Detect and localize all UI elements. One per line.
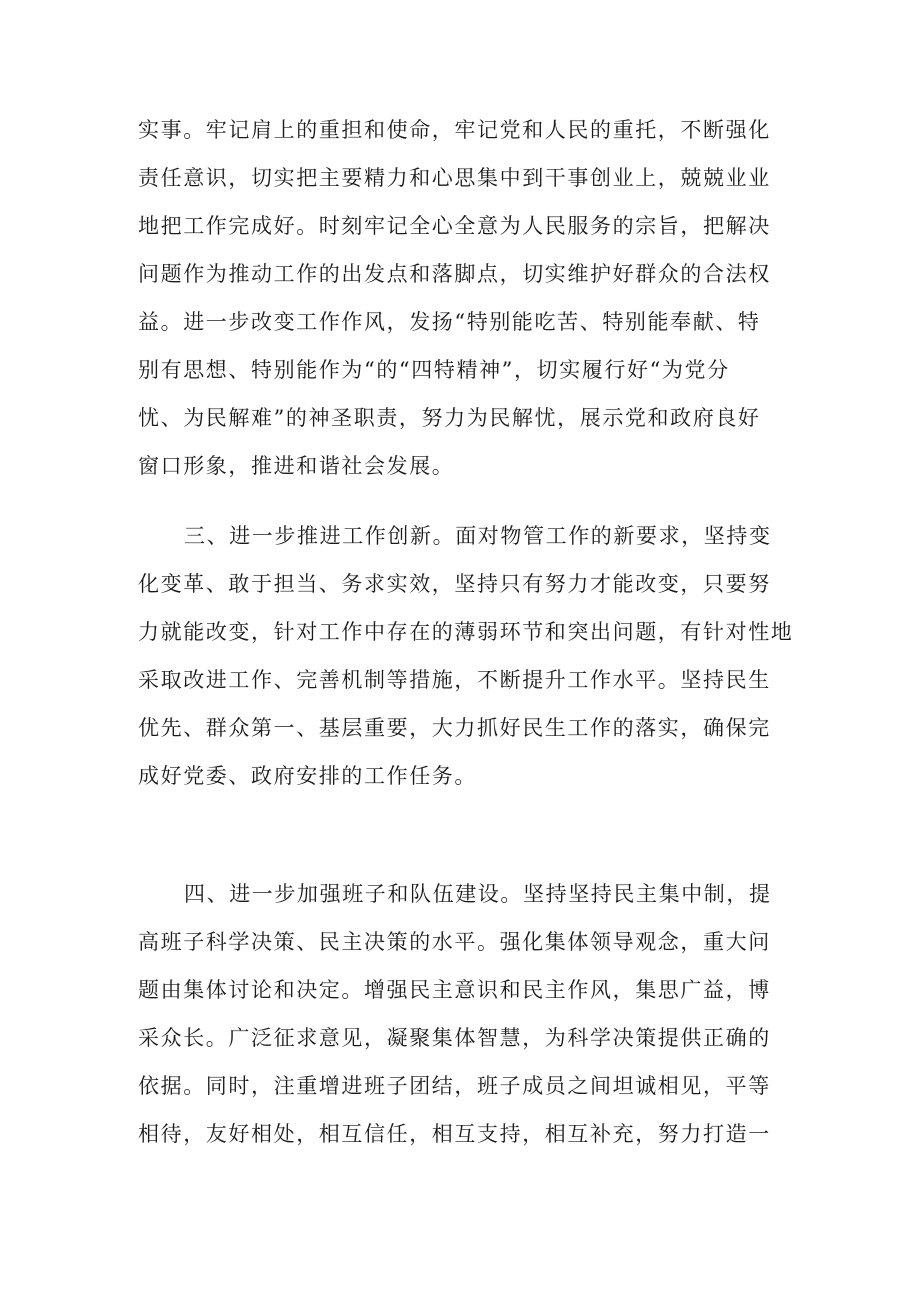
- text-line: 采取改进工作、完善机制等措施，不断提升工作水平。坚持民生: [138, 668, 771, 692]
- text-line: 化变革、敢于担当、务求实效，坚持只有努力才能改变，只要努: [138, 572, 771, 596]
- text-line: 高班子科学决策、民主决策的水平。强化集体领导观念，重大问: [138, 930, 771, 954]
- text-line: 采众长。广泛征求意见，凝聚集体智慧，为科学决策提供正确的: [138, 1026, 771, 1050]
- text-line: 四、进一步加强班子和队伍建设。坚持坚持民主集中制，提: [184, 882, 772, 906]
- text-line: 优先、群众第一、基层重要，大力抓好民生工作的落实，确保完: [138, 716, 771, 740]
- text-line: 益。进一步改变工作作风，发扬“特别能吃苦、特别能奉献、特: [138, 310, 761, 334]
- text-line: 成好党委、政府安排的工作任务。: [138, 764, 477, 788]
- paragraph-work-attitude: [138, 106, 788, 490]
- text-line: 相待，友好相处，相互信任，相互支持，相互补充，努力打造一: [138, 1122, 771, 1146]
- text-line: 责任意识，切实把主要精力和心思集中到干事创业上，兢兢业业: [138, 166, 771, 190]
- paragraph-team-building: [138, 870, 788, 1158]
- text-line: 地把工作完成好。时刻牢记全心全意为人民服务的宗旨，把解决: [138, 214, 771, 238]
- paragraph-work-innovation: [138, 512, 794, 800]
- text-line: 题由集体讨论和决定。增强民主意识和民主作风，集思广益，博: [138, 978, 771, 1002]
- text-line: 问题作为推动工作的出发点和落脚点，切实维护好群众的合法权: [138, 262, 771, 286]
- text-line: 别有思想、特别能作为“的“四特精神”，切实履行好“为党分: [138, 358, 730, 382]
- text-line: 三、进一步推进工作创新。面对物管工作的新要求，坚持变: [184, 524, 772, 548]
- text-line: 力就能改变，针对工作中存在的薄弱环节和突出问题，有针对性地: [138, 620, 794, 644]
- text-line: 实事。牢记肩上的重担和使命，牢记党和人民的重托，不断强化: [138, 118, 771, 142]
- text-line: 窗口形象，推进和谐社会发展。: [138, 454, 455, 478]
- text-line: 忧、为民解难”的神圣职责，努力为民解忧，展示党和政府良好: [138, 406, 761, 430]
- text-line: 依据。同时，注重增进班子团结，班子成员之间坦诚相见，平等: [138, 1074, 771, 1098]
